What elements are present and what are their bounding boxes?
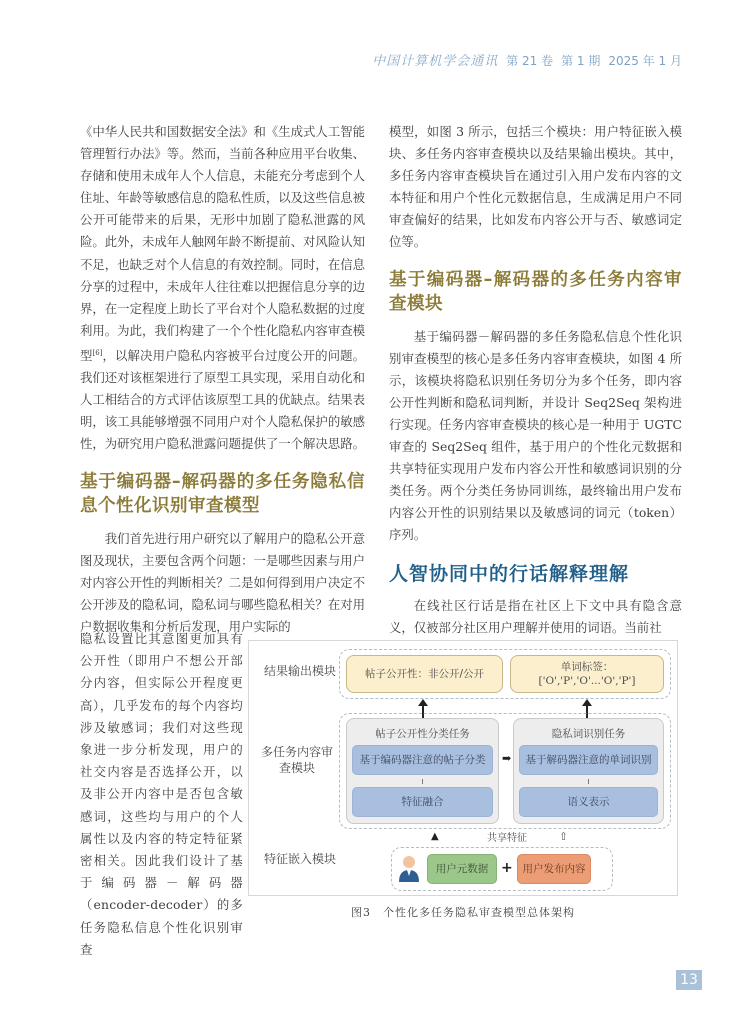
hollow-arrow-up-icon: ⇧ xyxy=(559,830,569,843)
label-multitask-module: 多任务内容审查模块 xyxy=(260,745,333,775)
running-header xyxy=(372,50,682,69)
word-tags-output xyxy=(510,655,664,693)
task-title: 隐私词识别任务 xyxy=(551,728,626,740)
section-heading: 基于编码器–解码器的多任务内容审查模块 xyxy=(389,269,682,314)
date: 2025 年 1 月 xyxy=(608,54,682,68)
word-tags-title: 单词标签： xyxy=(560,661,614,673)
word-tags-value: ['O','P','O'...'O','P'] xyxy=(538,675,636,687)
paragraph: 在线社区行话是指在社区上下文中具有隐含意义，仅被部分社区用户理解并使用的词语。当前社 xyxy=(389,597,682,635)
feature-fusion: 特征融合 xyxy=(352,787,493,817)
section-heading: 基于编码器–解码器的多任务隐私信息个性化识别审查模型 xyxy=(80,471,365,516)
arrow-right-icon: ➡ xyxy=(502,752,512,765)
left-column xyxy=(80,121,365,638)
page-number: 13 xyxy=(676,970,702,990)
label-output-module: 结果输出模块 xyxy=(263,664,336,678)
filled-arrow-up-icon: ▲ xyxy=(431,831,439,842)
paragraph: 基于编码器－解码器的多任务隐私信息个性化识别审查模型的核心是多任务内容审查模块，如图 4 所示，该模块将隐私识别任务切分为多个任务，即内容公开性判断和隐私词判断，并设计 Seq2Seq 架构进行实现。任务内容审查模块的核心是一种用于 UGTC 审查的 Seq2Seq 组件，基于用户的个性化元数据和共享特征实现用户发布内容公开性和敏感词识别的分类任务。两个分类任务协同训练，最终输出用户发布内容公开性的识别结果以及敏感词的词元（token）序列。 xyxy=(389,328,682,543)
paragraph: 《中华人民共和国数据安全法》和《生成式人工智能管理暂行办法》等。然而，当前各种应用平台收集、存储和使用未成年人个人信息，未能充分考虑到个人住址、年龄等敏感信息的隐私性质，以及这些信息被公开可能带来的后果，无形中加剧了隐私泄露的风险。此外，未成年人触网年龄不断提前、对风险认知不足，也缺乏对个人信息的有效控制。同时，在信息分享的过程中，未成年人往往难以把握信息分享的边界，在一定程度上助长了平台对个人隐私数据的过度利用。为此，我们构建了一个个性化隐私内容审查模型[6]，以解决用户隐私内容被平台过度公开的问题。我们还对该框架进行了原型工具实现，采用自动化和人工相结合的方式评估该原型工具的优缺点。结果表明，该工具能够增强不同用户对个人隐私保护的敏感性，为研究用户隐私泄露问题提供了一个解决思路。 xyxy=(80,124,366,452)
plus-icon: + xyxy=(501,860,513,876)
figure-caption: 图3 个性化多任务隐私审查模型总体架构 xyxy=(351,906,575,919)
citation-ref[interactable]: [6] xyxy=(92,348,103,357)
encoder-attention-post-classification: 基于编码器注意的帖子分类 xyxy=(352,745,493,775)
volume: 第 21 卷 xyxy=(506,54,554,68)
task-title: 帖子公开性分类任务 xyxy=(375,728,470,740)
user-avatar-icon xyxy=(397,853,421,883)
paragraph: 我们首先进行用户研究以了解用户的隐私公开意图及现状，主要包含两个问题：一是哪些因素与用户对内容公开性的判断相关？二是如何得到用户决定不公开涉及的隐私词，隐私词与哪些隐私相关？在对用户数据收集和分析后发现，用户实际的 xyxy=(80,530,365,634)
decoder-attention-word-recognition: 基于解码器注意的单词识别 xyxy=(519,745,658,775)
post-publicity-output: 帖子公开性：非公开/公开 xyxy=(346,655,503,693)
figure-3-diagram xyxy=(248,640,678,896)
mini-arrow-icon xyxy=(422,779,423,784)
paragraph: 模型，如图 3 所示，包括三个模块：用户特征嵌入模块、多任务内容审查模块以及结果输出模块。其中，多任务内容审查模块旨在通过引入用户发布内容的文本特征和用户个性化元数据信息，生成满足用户不同审查偏好的结果，比如发布内容公开与否、敏感词定位等。 xyxy=(389,124,682,250)
section-heading-major: 人智协同中的行话解释理解 xyxy=(389,562,630,585)
shared-feature-label: 共享特征 xyxy=(487,833,527,844)
wrapped-paragraph: 隐私设置比其意图更加具有公开性（即用户不想公开部分内容，但实际公开程度更高），几乎发布的每个内容均涉及敏感词；我们对这些现象进一步分析发现，用户的社交内容是否选择公开，以及非公开内容中是否包含敏感词，这些均与用户的个人属性以及内容的特定特征紧密相关。因此我们设计了基于编码器－解码器（encoder-decoder）的多任务隐私信息个性化识别审查 xyxy=(80,631,243,957)
issue: 第 1 期 xyxy=(561,54,601,68)
user-content-box: 用户发布内容 xyxy=(517,854,591,884)
user-metadata-box: 用户元数据 xyxy=(427,854,497,884)
mini-arrow-icon xyxy=(588,779,589,784)
semantic-representation: 语义表示 xyxy=(519,787,658,817)
journal-name: 中国计算机学会通讯 xyxy=(372,54,499,69)
label-embedding-module: 特征嵌入模块 xyxy=(263,852,336,866)
right-column xyxy=(389,121,682,639)
